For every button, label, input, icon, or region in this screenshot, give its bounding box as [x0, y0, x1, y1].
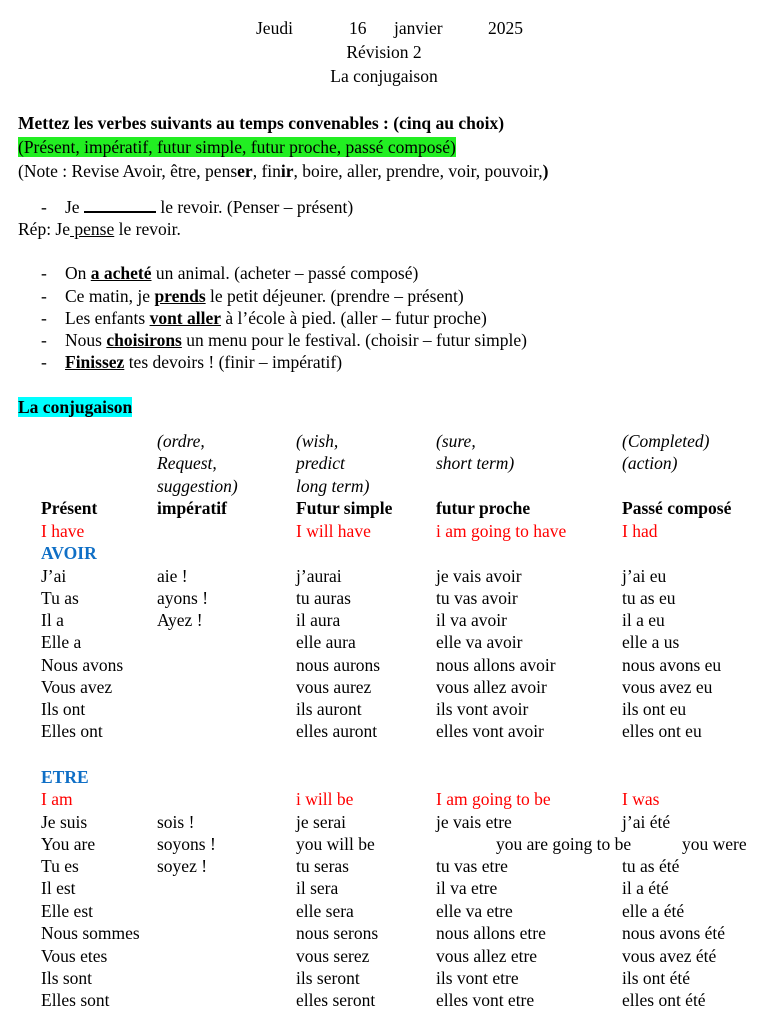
note-futur-simple: (wish,	[296, 431, 339, 451]
cell-futur-proche: elles vont etre	[436, 990, 535, 1010]
answer-prefix: Rép: Je	[18, 219, 71, 239]
answer-suffix: le revoir.	[114, 219, 181, 239]
cell-futur-proche: elle va avoir	[436, 632, 523, 652]
english-passe-compose: I had	[622, 521, 658, 541]
cell-present: J’ai	[41, 566, 67, 586]
exercise-answer: a acheté	[90, 263, 152, 283]
cell-passe-compose: elles ont été	[622, 990, 706, 1010]
etre-label-row	[0, 766, 768, 788]
note-imperatif: suggestion)	[157, 476, 238, 496]
note-text-2: , fin	[252, 161, 281, 181]
cell-futur-proche: ils vont etre	[436, 968, 519, 988]
cell-futur-simple: il aura	[296, 610, 341, 630]
cell-futur-proche: ils vont avoir	[436, 699, 529, 719]
exercise-text: Les enfants	[65, 308, 150, 328]
note-futur-simple: predict	[296, 453, 345, 473]
exercise-dash: -	[41, 352, 47, 372]
cell-present: Je suis	[41, 812, 88, 832]
english-futur-simple: I will have	[296, 521, 371, 541]
note-line	[18, 160, 549, 182]
example-blank	[84, 197, 156, 213]
cell-imperatif: soyez !	[157, 856, 208, 876]
exercise-answer: Finissez	[65, 352, 125, 372]
example-sentence	[65, 196, 353, 218]
cell-present: Tu as	[41, 588, 79, 608]
avoir-row	[0, 609, 768, 631]
cell-passe-compose: il a eu	[622, 610, 665, 630]
cell-futur-simple: ils seront	[296, 968, 360, 988]
cell-futur-simple: nous aurons	[296, 655, 381, 675]
english-present: I have	[41, 521, 85, 541]
exercise-dash: -	[41, 263, 47, 283]
example-je: Je	[65, 197, 80, 217]
conjugation-title-highlight: La conjugaison	[18, 397, 133, 417]
cell-futur-simple: ils auront	[296, 699, 362, 719]
cell-present: Tu es	[41, 856, 79, 876]
exercise-hint: tes devoirs ! (finir – impératif)	[124, 352, 343, 372]
cell-present: Ils sont	[41, 968, 93, 988]
avoir-english-row	[0, 520, 768, 542]
exercise-answer: vont aller	[149, 308, 222, 328]
english-futur-proche: I am going to be	[436, 789, 551, 809]
exercise-item	[65, 262, 418, 284]
cell-imperatif: ayons !	[157, 588, 209, 608]
exercise-hint: un animal. (acheter – passé composé)	[151, 263, 419, 283]
cell-futur-simple: tu auras	[296, 588, 351, 608]
note-bold-ir: ir	[280, 161, 294, 181]
cell-imperatif: soyons !	[157, 834, 216, 854]
etre-row	[0, 945, 768, 967]
exercise-item	[65, 285, 464, 307]
cell-passe-compose: you were	[682, 834, 747, 854]
english-futur-proche: i am going to have	[436, 521, 567, 541]
note-futur-simple: long term)	[296, 476, 370, 496]
cell-futur-proche: vous allez avoir	[436, 677, 547, 697]
note-futur-proche: short term)	[436, 453, 515, 473]
english-present: I am	[41, 789, 73, 809]
cell-passe-compose: il a été	[622, 878, 669, 898]
exercise-text: Ce matin, je	[65, 286, 155, 306]
cell-futur-proche: il va etre	[436, 878, 498, 898]
cell-present: Il est	[41, 878, 76, 898]
etre-row	[0, 833, 768, 855]
cell-futur-simple: je serai	[296, 812, 347, 832]
cell-present: Elle a	[41, 632, 82, 652]
cell-futur-proche: elles vont avoir	[436, 721, 544, 741]
cell-imperatif: sois !	[157, 812, 195, 832]
conjugation-title	[18, 396, 132, 418]
cell-futur-simple: elle sera	[296, 901, 354, 921]
cell-passe-compose: elles ont eu	[622, 721, 702, 741]
cell-futur-proche: je vais avoir	[436, 566, 522, 586]
cell-futur-simple: vous serez	[296, 946, 370, 966]
cell-present: Il a	[41, 610, 64, 630]
avoir-label-row	[0, 542, 768, 564]
revision-title: Révision 2	[346, 42, 422, 62]
cell-passe-compose: tu as eu	[622, 588, 676, 608]
exercise-hint: le petit déjeuner. (prendre – présent)	[205, 286, 464, 306]
exercise-item	[65, 329, 527, 351]
avoir-row	[0, 565, 768, 587]
etre-row	[0, 877, 768, 899]
cell-futur-proche: tu vas avoir	[436, 588, 518, 608]
example-rest: le revoir. (Penser – présent)	[155, 197, 354, 217]
cell-futur-proche: il va avoir	[436, 610, 507, 630]
exercise-item	[65, 351, 342, 373]
cell-futur-simple: j’aurai	[296, 566, 342, 586]
verb-label-avoir: AVOIR	[41, 543, 97, 563]
notes-row	[0, 475, 768, 497]
cell-futur-proche: je vais etre	[436, 812, 512, 832]
cell-futur-simple: il sera	[296, 878, 339, 898]
date-year: 2025	[488, 18, 523, 38]
cell-futur-simple: you will be	[296, 834, 375, 854]
cell-passe-compose: nous avons été	[622, 923, 726, 943]
note-imperatif: Request,	[157, 453, 217, 473]
example-dash: -	[41, 197, 47, 217]
date-month: janvier	[394, 18, 443, 38]
header-futur-simple: Futur simple	[296, 498, 393, 518]
exercise-dash: -	[41, 308, 47, 328]
cell-present: Elles sont	[41, 990, 110, 1010]
cell-passe-compose: nous avons eu	[622, 655, 722, 675]
note-passe-compose: (action)	[622, 453, 678, 473]
avoir-row	[0, 631, 768, 653]
exercise-dash: -	[41, 330, 47, 350]
exercise-answer: choisirons	[106, 330, 182, 350]
exercise-dash: -	[41, 286, 47, 306]
answer-word: pense	[70, 219, 115, 239]
avoir-row	[0, 654, 768, 676]
tense-header-row	[0, 497, 768, 519]
cell-futur-proche: tu vas etre	[436, 856, 508, 876]
cell-futur-simple: vous aurez	[296, 677, 372, 697]
note-passe-compose: (Completed)	[622, 431, 710, 451]
cell-passe-compose: tu as été	[622, 856, 680, 876]
cell-present: Elle est	[41, 901, 93, 921]
verb-label-etre: ETRE	[41, 767, 89, 787]
cell-imperatif: aie !	[157, 566, 188, 586]
cell-futur-simple: tu seras	[296, 856, 349, 876]
exercise-hint: un menu pour le festival. (choisir – futur simple)	[181, 330, 527, 350]
topic-title: La conjugaison	[330, 66, 438, 86]
note-text-3: , boire, aller, prendre, voir, pouvoir,	[293, 161, 543, 181]
cell-passe-compose: j’ai été	[622, 812, 671, 832]
english-futur-simple: i will be	[296, 789, 354, 809]
etre-english-row	[0, 788, 768, 810]
header-futur-proche: futur proche	[436, 498, 531, 518]
cell-passe-compose: ils ont eu	[622, 699, 687, 719]
note-text: (Note : Revise Avoir, être, pens	[18, 161, 238, 181]
etre-row	[0, 967, 768, 989]
etre-row	[0, 989, 768, 1011]
cell-passe-compose: elle a us	[622, 632, 680, 652]
cell-present: Vous avez	[41, 677, 113, 697]
avoir-row	[0, 720, 768, 742]
cell-passe-compose: vous avez eu	[622, 677, 713, 697]
cell-futur-proche: elle va etre	[436, 901, 513, 921]
notes-row	[0, 430, 768, 452]
example-answer	[18, 218, 181, 240]
exercise-text: Nous	[65, 330, 107, 350]
header-imperatif: impératif	[157, 498, 227, 518]
exercise-item	[65, 307, 487, 329]
avoir-row	[0, 676, 768, 698]
etre-row	[0, 922, 768, 944]
cell-passe-compose: j’ai eu	[622, 566, 667, 586]
avoir-row	[0, 587, 768, 609]
cell-present: Ils ont	[41, 699, 86, 719]
exercise-text: On	[65, 263, 91, 283]
instructions-title: Mettez les verbes suivants au temps convenables : (cinq au choix)	[18, 113, 505, 133]
cell-passe-compose: ils ont été	[622, 968, 691, 988]
cell-present: Vous etes	[41, 946, 108, 966]
cell-imperatif: Ayez !	[157, 610, 203, 630]
note-futur-proche: (sure,	[436, 431, 476, 451]
cell-futur-simple: elle aura	[296, 632, 356, 652]
exercise-answer: prends	[154, 286, 206, 306]
date-day: Jeudi	[256, 18, 293, 38]
header-passe-compose: Passé composé	[622, 498, 732, 518]
note-bold-er: er	[237, 161, 253, 181]
cell-passe-compose: elle a été	[622, 901, 685, 921]
cell-futur-proche: nous allons etre	[436, 923, 546, 943]
cell-futur-simple: nous serons	[296, 923, 379, 943]
cell-present: You are	[41, 834, 96, 854]
tenses-highlight: (Présent, impératif, futur simple, futur proche, passé composé)	[18, 137, 456, 157]
etre-row	[0, 855, 768, 877]
cell-futur-simple: elles auront	[296, 721, 378, 741]
header-present: Présent	[41, 498, 98, 518]
cell-present: Nous sommes	[41, 923, 140, 943]
note-imperatif: (ordre,	[157, 431, 205, 451]
cell-futur-proche: you are going to be	[496, 834, 632, 854]
cell-futur-simple: elles seront	[296, 990, 376, 1010]
etre-row	[0, 811, 768, 833]
cell-futur-proche: vous allez etre	[436, 946, 538, 966]
etre-row	[0, 900, 768, 922]
date-number: 16	[349, 18, 367, 38]
tenses-line	[18, 136, 456, 158]
note-close-paren: )	[542, 161, 549, 181]
cell-present: Elles ont	[41, 721, 103, 741]
cell-futur-proche: nous allons avoir	[436, 655, 556, 675]
cell-passe-compose: vous avez été	[622, 946, 717, 966]
cell-present: Nous avons	[41, 655, 124, 675]
avoir-row	[0, 698, 768, 720]
english-passe-compose: I was	[622, 789, 660, 809]
notes-row	[0, 452, 768, 474]
exercise-hint: à l’école à pied. (aller – futur proche)	[221, 308, 487, 328]
